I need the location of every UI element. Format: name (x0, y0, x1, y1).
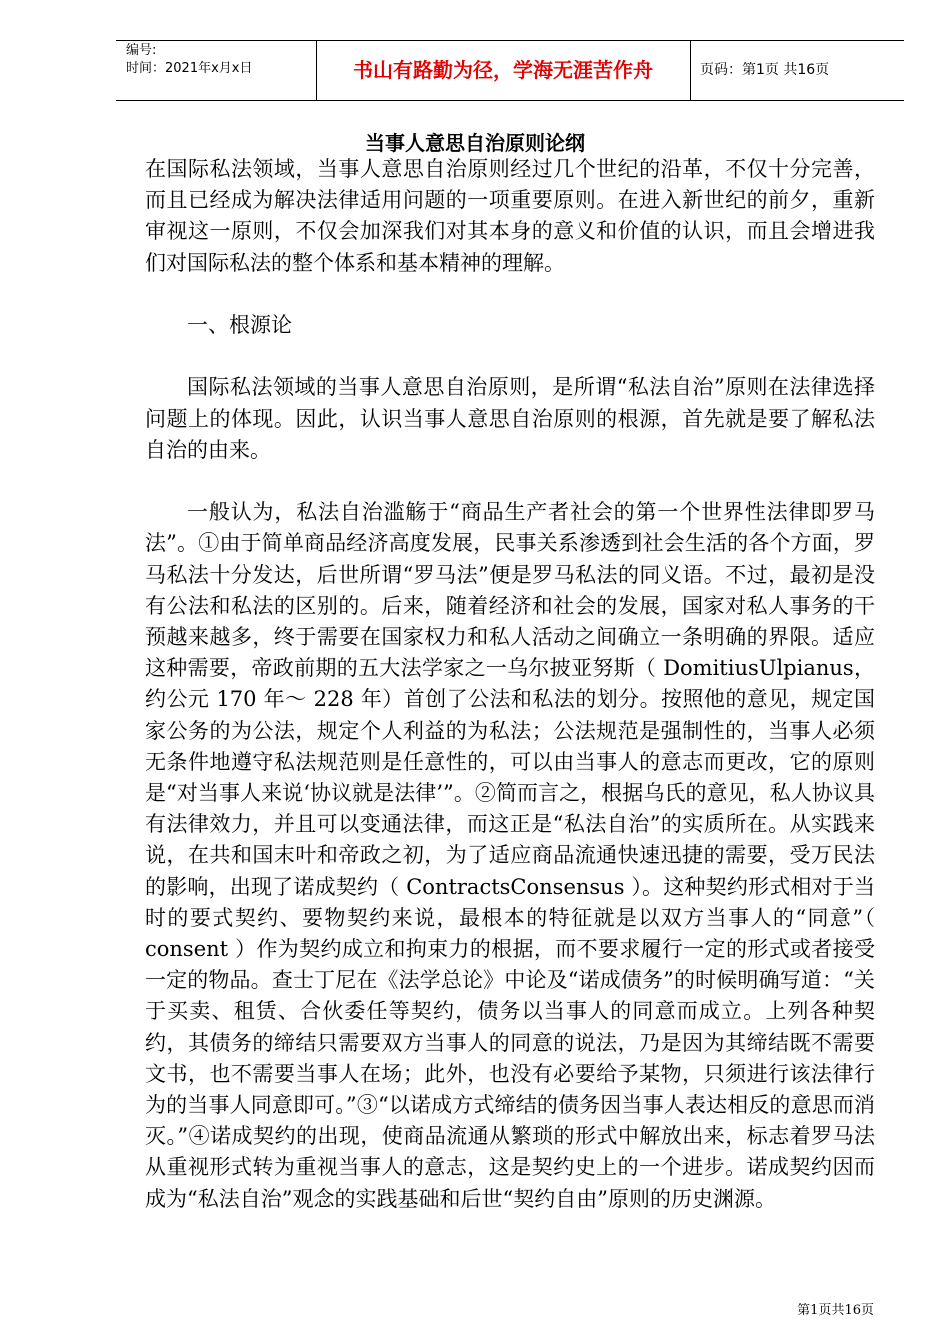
section-heading: 一、根源论 (187, 313, 292, 337)
document-title: 当事人意思自治原则论纲 (365, 131, 585, 155)
paragraph: 国际私法领域的当事人意思自治原则，是所谓“私法自治”原则在法律选择问题上的体现。因此，认识当事人意思自治原则的根源，首先就是要了解私法自治的由来。 (145, 375, 875, 462)
paragraph: 一般认为，私法自治滥觞于“商品生产者社会的第一个世界性法律即罗马法”。①由于简单商品经济高度发展，民事关系渗透到社会生活的各个方面，罗马私法十分发达，后世所谓“罗马法”便是罗马私法的同义语。不过，最初是没有公法和私法的区别的。后来，随着经济和社会的发展，国家对私人事务的干预越来越多，终于需要在国家权力和私人活动之间确立一条明确的界限。适应这种需要，帝政前期的五大法学家之一乌尔披亚努斯（ DomitiusUlpianus， 约公元 170 年～ 228 年）首创了公法和私法的划分。按照他的意见，规定国家公务的为公法，规定个人利益的为私法；公法规范是强制性的，当事人必须无条件地遵守私法规范则是任意性的，可以由当事人的意志而更改，它的原则是“对当事人来说‘协议就是法律’”。②简而言之，根据乌氏的意见，私人协议具有法律效力，并且可以变通法律，而这正是“私法自治”的实质所在。从实践来说，在共和国末叶和帝政之初，为了适应商品流通快速迅捷的需要，受万民法的影响，出现了诺成契约（ ContractsConsensus ）。这种契约形式相对于当时的要式契约、要物契约来说，最根本的特征就是以双方当事人的“同意”（ consent ）作为契约成立和拘束力的根据，而不要求履行一定的形式或者接受一定的物品。查士丁尼在《法学总论》中论及“诺成债务”的时候明确写道：“关于买卖、租赁、合伙委任等契约，债务以当事人的同意而成立。上列各种契约，其债务的缔结只需要双方当事人的同意的说法，乃是因为其缔结既不需要文书，也不需要当事人在场；此外，也没有必要给予某物，只须进行该法律行为的当事人同意即可。”③“以诺成方式缔结的债务因当事人表达相反的意思而消灭。”④诺成契约的出现，使商品流通从繁琐的形式中解放出来，标志着罗马法从重视形式转为重视当事人的意志，这是契约史上的一个进步。诺成契约因而成为“私法自治”观念的实践基础和后世“契约自由”原则的历史渊源。 (145, 500, 875, 1211)
header-bottom-rule (116, 100, 904, 101)
paragraph-intro: 在国际私法领域，当事人意思自治原则经过几个世纪的沿革，不仅十分完善，而且已经成为解决法律适用问题的一项重要原则。在进入新世纪的前夕，重新审视这一原则，不仅会加深我们对其本身的意义和价值的认识，而且会增进我们对国际私法的整个体系和基本精神的理解。 (145, 157, 875, 275)
header-divider-right (690, 40, 691, 100)
header-motto: 书山有路勤为径，学海无涯苦作舟 (353, 58, 653, 82)
header-page-info: 页码：第1页 共16页 (700, 62, 830, 78)
page-header (116, 40, 904, 100)
serial-label: 编号: (126, 43, 157, 58)
page-footer: 第1页共16页 (797, 1303, 874, 1318)
header-meta (126, 42, 312, 78)
document-body (145, 154, 875, 1215)
time-label: 时间：2021年x月x日 (126, 61, 253, 76)
